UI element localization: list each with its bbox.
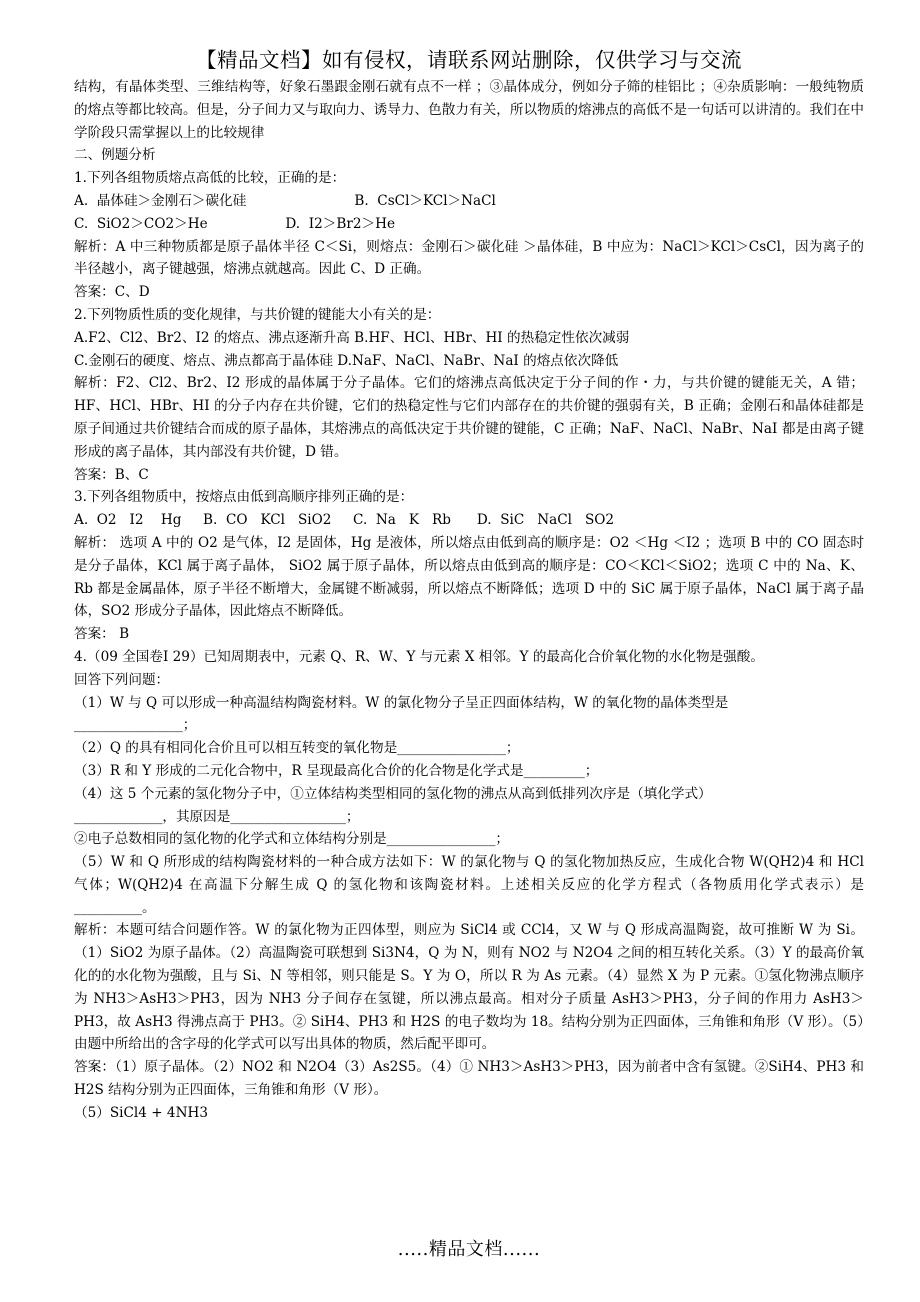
q4-stem: 4.（09 全国卷Ⅰ 29）已知周期表中，元素 Q、R、W、Y 与元素 X 相邻。Y 的最高化合价氧化物的水化物是强酸。: [74, 648, 764, 665]
document-page: [74, 0, 864, 1302]
q4-part4b: ②电子总数相同的氢化物的化学式和立体结构分别是________________；: [74, 831, 509, 848]
page-header: 【精品文档】如有侵权，请联系网站删除，仅供学习与交流: [196, 48, 742, 72]
q2-option-cd: C.金刚石的硬度、熔点、沸点都高于晶体硅 D.NaF、NaCl、NaBr、NaI 的熔点依次降低: [74, 352, 619, 369]
q4-part1-blank: ________________；: [74, 717, 197, 734]
q1-analysis: 解析：A 中三种物质都是原子晶体半径 C＜Si，则熔点：金刚石＞碳化硅 ＞晶体硅，B 中应为：NaCl＞KCl＞CsCl，因为离子的半径越小，离子键越强，熔沸点就越高。因此 C、D 正确。: [74, 238, 864, 278]
q1-options-row2: C. SiO2＞CO2＞He D. I2＞Br2＞He: [74, 215, 396, 232]
q3-question: 3.下列各组物质中，按熔点由低到高顺序排列正确的是：: [74, 489, 414, 506]
q2-option-ab: A.F2、Cl2、Br2、I2 的熔点、沸点逐渐升高 B.HF、HCl、HBr、HI 的热稳定性依次减弱: [74, 329, 630, 346]
q4-part3: （3）R 和 Y 形成的二元化合物中，R 呈现最高化合价的化合物是化学式是_________；: [74, 762, 599, 779]
q4-part2: （2）Q 的具有相同化合价且可以相互转变的氧化物是________________；: [74, 740, 520, 757]
q4-prompt: 回答下列问题：: [74, 671, 170, 688]
intro-paragraph: 结构，有晶体类型、三维结构等，好象石墨跟金刚石就有点不一样 ；③晶体成分，例如分子筛的桂铝比 ；④杂质影响：一般纯物质的熔点等都比较高。但是，分子间力又与取向力、诱导力、色散力有关，所以物质的熔沸点的高低不是一句话可以讲清的。我们在中学阶段只需掌握以上的比较规律: [74, 79, 864, 141]
document-body: [74, 76, 864, 1125]
q1-answer: 答案：C、D: [74, 284, 150, 301]
q3-answer: 答案： B: [74, 626, 130, 643]
q2-question: 2.下列物质性质的变化规律，与共价键的键能大小有关的是：: [74, 306, 441, 323]
q3-options: A. O2 I2 Hg B. CO KCl SiO2 C. Na K Rb D. SiC NaCl SO2: [74, 512, 615, 529]
q4-analysis: 解析：本题可结合问题作答。W 的氯化物为正四体型，则应为 SiCl4 或 CCl4，又 W 与 Q 形成高温陶瓷，故可推断 W 为 Si。（1）SiO2 为原子晶体。（2）高温陶瓷可联想到 Si3N4，Q 为 N，则有 NO2 与 N2O4 之间的相互转化关系。（3）Y 的最高价氧化的的水化物为强酸，且与 Si、N 等相邻，则只能是 S。Y 为 O，所以 R 为 As 元素。（4）显然 X 为 P 元素。①氢化物沸点顺序为 NH3＞AsH3＞PH3，因为 NH3 分子间存在氢键，所以沸点最高。相对分子质量 AsH3＞PH3，分子间的作用力 AsH3＞PH3，故 AsH3 得沸点高于 PH3。② SiH4、PH3 和 H2S 的电子数均为 18。结构分别为正四面体，三角锥和角形（V 形）。（5）由题中所给出的含字母的化学式可以写出具体的物质，然后配平即可。: [74, 922, 864, 1053]
q1-question: 1.下列各组物质熔点高低的比较，正确的是：: [74, 170, 346, 187]
q3-analysis: 解析： 选项 A 中的 O2 是气体，I2 是固体，Hg 是液体，所以熔点由低到高的顺序是：O2 ＜Hg ＜I2 ；选项 B 中的 CO 固态时是分子晶体，KCl 属于离子晶体， SiO2 属于原子晶体，所以熔点由低到高的顺序是：CO＜KCl＜SiO2；选项 C 中的 Na、K、Rb 都是金属晶体，原子半径不断增大，金属键不断减弱，所以熔点不断降低；选项 D 中的 SiC 属于原子晶体，NaCl 属于离子晶体，SO2 形成分子晶体，因此熔点不断降低。: [74, 534, 864, 620]
q4-part1: （1）W 与 Q 可以形成一种高温结构陶瓷材料。W 的氯化物分子呈正四面体结构，W 的氧化物的晶体类型是: [74, 694, 729, 711]
q4-part5: （5）W 和 Q 所形成的结构陶瓷材料的一种合成方法如下：W 的氯化物与 Q 的氢化物加热反应，生成化合物 W(QH2)4 和 HCl 气体；W(QH2)4 在高温下分解生成 Q 的氢化物和该陶瓷材料。上述相关反应的化学方程式（各物质用化学式表示）是__________。: [74, 854, 864, 916]
q4-answer: 答案：（1）原子晶体。（2）NO2 和 N2O4（3）As2S5。（4）① NH3＞AsH3＞PH3，因为前者中含有氢键。②SiH4、PH3 和 H2S 结构分别为正四面体，三角锥和角形（V 形）。: [74, 1059, 864, 1099]
q4-part4: （4）这 5 个元素的氢化物分子中，①立体结构类型相同的氢化物的沸点从高到低排列次序是（填化学式）: [74, 785, 712, 802]
q4-part4-blank: _____________，其原因是_________________；: [74, 808, 360, 825]
q2-analysis: 解析：F2、Cl2、Br2、I2 形成的晶体属于分子晶体。它们的熔沸点高低决定于分子间的作・力，与共价键的键能无关，A 错；HF、HCl、HBr、HI 的分子内存在共价键，它们的热稳定性与它们内部存在的共价键的强弱有关，B 正确；金刚石和晶体硅都是原子间通过共价键结合而成的原子晶体，其熔沸点的高低决定于共价键的键能，C 正确；NaF、NaCl、NaBr、NaI 都是由离子键形成的离子晶体，其内部没有共价键，D 错。: [74, 375, 864, 460]
section-title: 二、例题分析: [74, 147, 156, 164]
page-footer: .....精品文档......: [397, 1239, 541, 1260]
q1-options-row1: A. 晶体硅＞金刚石＞碳化硅 B. CsCl＞KCl＞NaCl: [74, 192, 496, 209]
q4-answer-part5: （5）SiCl4 + 4NH3: [74, 1104, 208, 1121]
q2-answer: 答案：B、C: [74, 466, 149, 483]
